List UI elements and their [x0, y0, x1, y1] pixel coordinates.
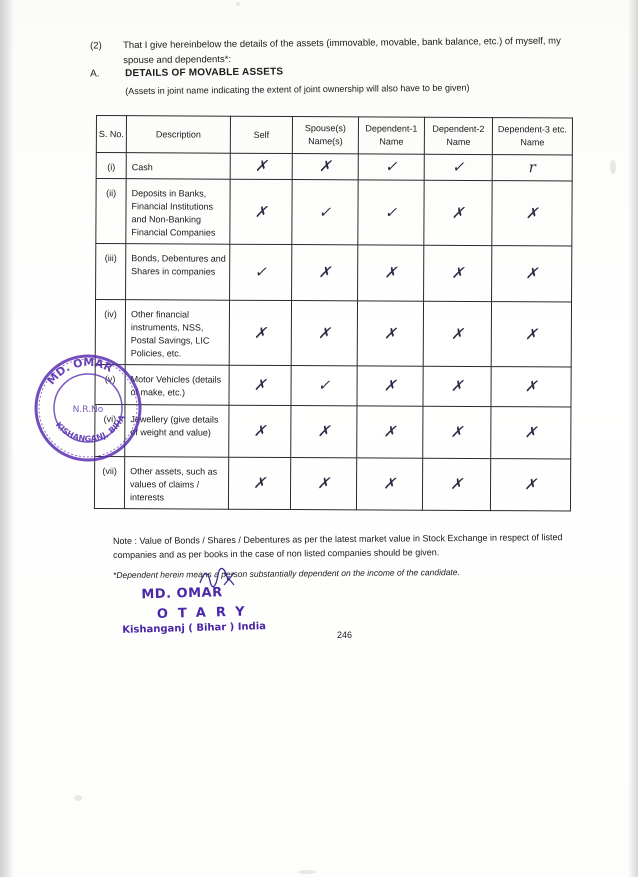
handwritten-mark: ✗ [358, 245, 424, 301]
table-row [95, 300, 571, 367]
handwritten-mark: ✗ [357, 301, 423, 366]
row-description: Other assets, such as values of claims / interests [124, 457, 228, 510]
note-paragraph [113, 530, 583, 562]
movable-assets-table [94, 115, 573, 511]
handwritten-mark: ✗ [290, 458, 356, 510]
handwritten-mark: ✓ [292, 180, 358, 245]
row-description: Deposits in Banks, Financial Institutions and Non-Banking Financial Companies [126, 179, 230, 245]
handwritten-mark: ✗ [292, 245, 358, 301]
stamp-place: Kishanganj ( Bihar ) India [122, 621, 267, 636]
row-description: Motor Vehicles (details of make, etc.) [125, 365, 229, 406]
round-seal-graphic [32, 352, 144, 464]
header-description: Description [126, 116, 230, 154]
stamp-title: OTARY [156, 604, 255, 622]
row-description: Bonds, Debentures and Shares in companies [126, 244, 230, 301]
header-sno: S. No. [96, 116, 126, 153]
handwritten-mark: ✗ [491, 407, 571, 459]
scan-speck [236, 2, 240, 6]
scan-speck [610, 160, 616, 174]
handwritten-mark: ✓ [424, 154, 492, 180]
row-number: (iv) [95, 300, 125, 365]
row-number: (iii) [96, 244, 126, 300]
handwritten-mark: ✗ [357, 366, 423, 406]
row-description: Cash [126, 153, 230, 180]
stamp-name: MD. OMAR [141, 585, 223, 603]
handwritten-mark: ✗ [228, 457, 290, 509]
handwritten-mark: ✗ [229, 300, 291, 365]
seal-bottom-text: KISHANGANJ, BIHA [53, 413, 127, 444]
handwritten-mark: ✗ [229, 365, 291, 405]
handwritten-mark: ✗ [423, 301, 491, 366]
scan-left-edge [0, 0, 14, 877]
handwritten-mark: ✓ [358, 180, 424, 245]
handwritten-mark: ✗ [491, 302, 571, 367]
page-number: 246 [337, 630, 353, 640]
handwritten-mark: ✗ [230, 179, 292, 244]
scan-speck [74, 795, 82, 801]
seal-center-text: N.R.No [72, 405, 104, 415]
handwritten-mark: ✗ [292, 154, 358, 180]
section-title: DETAILS OF MOVABLE ASSETS [125, 66, 284, 80]
row-description: Jewellery (give details of weight and value) [125, 405, 229, 458]
handwritten-mark: ✗ [424, 180, 492, 245]
row-number: (vi) [95, 404, 125, 456]
handwritten-mark: r [492, 155, 572, 181]
handwritten-mark: ✗ [490, 459, 570, 511]
notary-round-seal [32, 352, 144, 464]
row-description: Other financial instruments, NSS, Postal Savings, LIC Policies, etc. [125, 300, 229, 366]
handwritten-mark: ✗ [291, 301, 357, 366]
note-label: Note : [112, 535, 138, 547]
handwritten-mark: ✓ [291, 366, 357, 406]
handwritten-mark: ✗ [423, 366, 491, 406]
table-row [94, 456, 570, 510]
handwritten-mark: ✗ [229, 405, 291, 457]
row-number: (v) [95, 364, 125, 404]
header-dependent-3: Dependent-3 etc. Name [492, 118, 572, 155]
table-row [95, 364, 571, 406]
handwritten-mark: ✗ [492, 181, 572, 246]
handwritten-mark: ✗ [422, 458, 490, 510]
svg-text:MD. OMAR [45, 356, 115, 387]
intro-number: (2) [90, 40, 102, 52]
handwritten-mark: ✗ [424, 245, 492, 301]
row-number: (ii) [96, 179, 126, 244]
table-row [96, 153, 572, 181]
handwritten-mark: ✗ [357, 406, 423, 458]
header-self: Self [230, 116, 292, 153]
header-dependent-2: Dependent-2 Name [424, 117, 492, 154]
intro-text: That I give hereinbelow the details of the assets (immovable, movable, bank balance, etc.) of myself, my spouse and dependents*: [123, 35, 561, 67]
scan-right-edge [628, 0, 638, 877]
row-number: (i) [96, 153, 126, 179]
table-row [96, 244, 572, 302]
handwritten-mark: ✓ [358, 154, 424, 180]
handwritten-mark: ✗ [291, 406, 357, 458]
note-text: Value of Bonds / Shares / Debentures as per the latest market value in Stock Exchange in respect of listed companies and as per books in the case of non listed companies should be given. [113, 532, 563, 561]
header-dependent-1: Dependent-1 Name [358, 117, 424, 154]
table-row [95, 404, 571, 458]
table-header-row [96, 116, 572, 155]
seal-top-text: MD. OMAR [44, 355, 115, 388]
row-number: (vii) [94, 456, 124, 508]
handwritten-mark: ✗ [230, 153, 292, 179]
handwritten-mark: ✗ [356, 458, 422, 510]
handwritten-mark: ✓ [230, 244, 292, 300]
table-row [96, 179, 572, 246]
handwritten-mark: ✗ [491, 367, 571, 407]
dependent-footnote: *Dependent herein means a person substantially dependent on the income of the candidate. [112, 567, 460, 581]
section-subtitle: (Assets in joint name indicating the extent of joint ownership will also have to be given) [125, 82, 470, 97]
handwritten-mark: ✗ [492, 246, 572, 302]
section-letter: A. [90, 68, 100, 80]
scan-speck [298, 870, 316, 874]
header-spouse: Spouse(s) Name(s) [292, 117, 358, 154]
handwritten-mark: ✗ [423, 406, 491, 458]
intro-paragraph [90, 33, 570, 67]
